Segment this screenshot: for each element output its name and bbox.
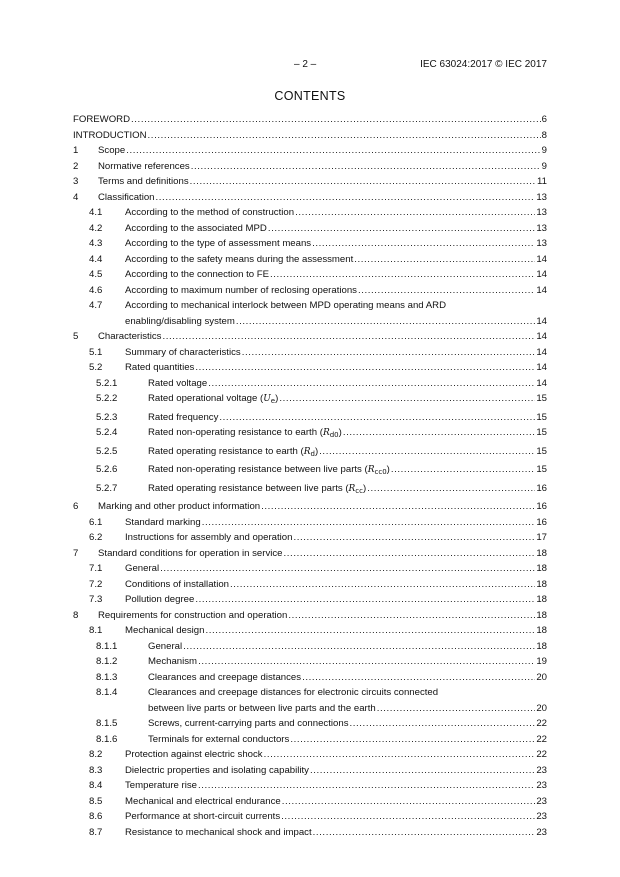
toc-entry-title bbox=[73, 112, 131, 128]
toc-entry-number: 7.3 bbox=[89, 594, 103, 605]
toc-entry-page: 15 bbox=[536, 464, 547, 475]
toc-entry-page: 9 bbox=[541, 145, 547, 156]
toc-entry-number: 5.2.1 bbox=[96, 377, 118, 389]
standard-reference: IEC 63024:2017 © IEC 2017 bbox=[420, 59, 547, 70]
toc-entry-title-line1: According to mechanical interlock between MPD operating means and ARD bbox=[125, 300, 447, 311]
toc-entry[interactable] bbox=[73, 444, 547, 463]
toc-entry-number: 6.2 bbox=[89, 532, 103, 543]
toc-entry-number: 8.4 bbox=[89, 780, 103, 791]
toc-entry-symbol-subscript: d0 bbox=[329, 431, 339, 439]
dot-leader bbox=[208, 376, 535, 392]
toc-entry[interactable] bbox=[73, 608, 547, 624]
toc-entry-title-text: Pollution degree bbox=[125, 594, 195, 605]
toc-entry-number: 8.1.3 bbox=[96, 671, 118, 683]
toc-entry[interactable] bbox=[73, 298, 547, 329]
toc-entry-number: 5.2.5 bbox=[96, 445, 118, 457]
toc-entry-title bbox=[125, 577, 230, 593]
toc-entry-number: 7.1 bbox=[89, 563, 103, 574]
toc-entry-title bbox=[125, 314, 236, 330]
dot-leader bbox=[191, 159, 541, 175]
toc-entry-page: 13 bbox=[536, 222, 547, 234]
page-header bbox=[0, 59, 620, 73]
toc-entry-title-text: Protection against electric shock bbox=[125, 749, 263, 760]
toc-entry-title bbox=[125, 778, 198, 794]
dot-leader bbox=[160, 561, 535, 577]
toc-entry-title bbox=[148, 444, 319, 463]
toc-entry[interactable] bbox=[73, 592, 547, 608]
toc-entry[interactable] bbox=[73, 236, 547, 252]
toc-entry-number: 4 bbox=[73, 191, 79, 203]
toc-entry[interactable] bbox=[73, 577, 547, 593]
toc-entry[interactable] bbox=[73, 732, 547, 748]
dot-leader bbox=[377, 701, 536, 717]
toc-entry-number: 4.2 bbox=[89, 222, 103, 234]
dot-leader bbox=[162, 329, 535, 345]
dot-leader bbox=[319, 444, 535, 460]
toc-entry-page: 23 bbox=[536, 795, 547, 807]
toc-entry-title-text: Mechanical and electrical endurance bbox=[125, 795, 281, 807]
toc-entry-page: 15 bbox=[536, 393, 547, 404]
dot-leader bbox=[288, 608, 535, 624]
toc-entry-title-text: Instructions for assembly and operation bbox=[125, 532, 293, 543]
toc-entry-title-text: Requirements for construction and operation bbox=[98, 609, 288, 621]
toc-entry[interactable] bbox=[73, 425, 547, 444]
dot-leader bbox=[343, 425, 536, 441]
toc-entry-title bbox=[125, 794, 282, 810]
toc-entry-title-text: Resistance to mechanical shock and impact bbox=[125, 826, 312, 838]
toc-entry[interactable] bbox=[73, 128, 547, 144]
toc-entry-title-text: Normative references bbox=[98, 160, 190, 172]
table-of-contents bbox=[73, 112, 547, 840]
toc-entry[interactable] bbox=[73, 825, 547, 841]
toc-entry-page: 15 bbox=[536, 445, 547, 457]
dot-leader bbox=[367, 481, 535, 497]
toc-entry-title-text: Scope bbox=[98, 145, 126, 156]
toc-entry-page: 8 bbox=[541, 129, 547, 141]
dot-leader bbox=[270, 267, 535, 283]
toc-entry[interactable] bbox=[73, 329, 547, 345]
toc-entry[interactable] bbox=[73, 221, 547, 237]
toc-entry-number: 8.1 bbox=[89, 625, 103, 636]
toc-entry-title bbox=[148, 481, 367, 500]
toc-entry-number: 6.1 bbox=[89, 516, 103, 528]
toc-entry-number: 8.1.2 bbox=[96, 656, 118, 667]
toc-entry-title-end: ) bbox=[338, 427, 342, 438]
toc-entry-page: 20 bbox=[536, 671, 547, 683]
toc-entry-title bbox=[148, 391, 279, 410]
toc-entry-number: 5 bbox=[73, 331, 79, 342]
toc-entry-number: 8.3 bbox=[89, 764, 103, 776]
toc-entry-symbol-subscript: cc bbox=[355, 486, 363, 495]
toc-entry-title-text: General bbox=[125, 563, 160, 574]
toc-entry-page: 17 bbox=[536, 532, 547, 543]
toc-entry[interactable] bbox=[73, 391, 547, 410]
toc-entry-page: 6 bbox=[541, 114, 547, 125]
dot-leader bbox=[350, 716, 536, 732]
toc-entry-number: 8.6 bbox=[89, 811, 103, 822]
toc-entry-page: 13 bbox=[536, 238, 547, 249]
toc-entry[interactable] bbox=[73, 747, 547, 763]
dot-leader bbox=[279, 391, 535, 407]
toc-entry-title bbox=[125, 530, 293, 546]
toc-entry-title-text: Rated non-operating resistance to earth ( bbox=[148, 427, 323, 438]
dot-leader bbox=[313, 825, 536, 841]
toc-entry-title bbox=[125, 809, 281, 825]
dot-leader bbox=[219, 410, 535, 426]
toc-entry-number: 2 bbox=[73, 160, 79, 172]
toc-entry-symbol-subscript: d bbox=[310, 449, 315, 458]
toc-entry-number: 5.2.4 bbox=[96, 427, 118, 438]
toc-entry-number: 4.4 bbox=[89, 253, 103, 265]
toc-entry-title-text: Rated frequency bbox=[148, 411, 219, 423]
toc-entry-title bbox=[125, 747, 264, 763]
toc-entry-title-text: FOREWORD bbox=[73, 114, 131, 125]
toc-entry-number: 7.2 bbox=[89, 578, 103, 590]
dot-leader bbox=[190, 174, 536, 190]
toc-entry-number: 4.6 bbox=[89, 284, 103, 296]
toc-entry-number: 7 bbox=[73, 547, 79, 559]
toc-entry-title bbox=[98, 159, 191, 175]
toc-entry-title bbox=[98, 329, 162, 345]
dot-leader bbox=[198, 654, 535, 670]
toc-entry-title bbox=[125, 267, 270, 283]
toc-entry-title-text: Mechanical design bbox=[125, 625, 205, 636]
dot-leader bbox=[242, 345, 536, 361]
dot-leader bbox=[202, 515, 536, 531]
toc-entry-title bbox=[148, 701, 377, 717]
toc-entry-page: 14 bbox=[536, 315, 547, 327]
toc-entry-page: 9 bbox=[541, 160, 547, 172]
toc-entry[interactable] bbox=[73, 763, 547, 779]
toc-entry-title bbox=[73, 128, 148, 144]
toc-entry-title bbox=[125, 561, 160, 577]
dot-leader bbox=[230, 577, 535, 593]
toc-entry[interactable] bbox=[73, 252, 547, 268]
toc-entry-title-line1: Clearances and creepage distances for electronic circuits connected bbox=[148, 687, 439, 698]
toc-entry[interactable] bbox=[73, 376, 547, 392]
toc-entry-number: 8.5 bbox=[89, 795, 103, 807]
dot-leader bbox=[156, 190, 536, 206]
toc-entry-symbol-subscript: e bbox=[270, 397, 276, 405]
toc-entry-title bbox=[98, 546, 284, 562]
toc-entry-page: 13 bbox=[536, 191, 547, 203]
dot-leader bbox=[312, 236, 535, 252]
toc-entry-page: 23 bbox=[536, 811, 547, 822]
toc-entry-number: 3 bbox=[73, 176, 79, 187]
toc-entry-title bbox=[125, 221, 268, 237]
toc-entry[interactable] bbox=[73, 159, 547, 175]
toc-entry-title bbox=[148, 716, 350, 732]
toc-entry-page: 18 bbox=[536, 625, 547, 636]
toc-entry-title-text: According to the safety means during the assessment bbox=[125, 253, 354, 265]
toc-entry-title-text: General bbox=[148, 640, 183, 652]
toc-entry-title-text: Standard conditions for operation in service bbox=[98, 547, 283, 559]
toc-entry[interactable] bbox=[73, 190, 547, 206]
toc-entry-page: 22 bbox=[536, 749, 547, 760]
toc-entry-title bbox=[98, 174, 190, 190]
toc-entry-title-text: enabling/disabling system bbox=[125, 315, 235, 327]
toc-entry-number: 5.2.3 bbox=[96, 411, 118, 423]
toc-entry-page: 14 bbox=[536, 346, 547, 358]
toc-entry-number: 5.2.6 bbox=[96, 464, 118, 475]
toc-entry-title-text: Summary of characteristics bbox=[125, 346, 241, 358]
toc-entry-page: 23 bbox=[536, 780, 547, 791]
toc-entry-title-text: Mechanism bbox=[148, 656, 198, 667]
dot-leader bbox=[391, 462, 535, 478]
toc-entry-symbol: R bbox=[367, 465, 375, 475]
toc-entry-title-text: INTRODUCTION bbox=[73, 129, 147, 141]
toc-entry-title-text: According to the type of assessment means bbox=[125, 238, 312, 249]
toc-entry-page: 18 bbox=[536, 640, 547, 652]
toc-entry-number: 8.1.1 bbox=[96, 640, 118, 652]
toc-entry[interactable] bbox=[73, 546, 547, 562]
toc-entry[interactable] bbox=[73, 794, 547, 810]
toc-entry-title bbox=[125, 252, 354, 268]
dot-leader bbox=[236, 314, 535, 330]
toc-entry[interactable] bbox=[73, 685, 547, 716]
toc-entry[interactable] bbox=[73, 515, 547, 531]
page-number: – 2 – bbox=[294, 59, 317, 70]
toc-entry-page: 14 bbox=[536, 269, 547, 280]
toc-entry-number: 4.5 bbox=[89, 269, 103, 280]
toc-entry-page: 14 bbox=[536, 253, 547, 265]
dot-leader bbox=[198, 778, 535, 794]
toc-entry-title bbox=[148, 654, 198, 670]
toc-entry-title-text: Standard marking bbox=[125, 516, 201, 528]
toc-entry[interactable] bbox=[73, 530, 547, 546]
toc-entry-page: 19 bbox=[536, 656, 547, 667]
page-title: CONTENTS bbox=[274, 89, 346, 103]
toc-entry-title bbox=[148, 410, 219, 426]
toc-entry-page: 14 bbox=[536, 284, 547, 296]
toc-entry-page: 18 bbox=[536, 609, 547, 621]
dot-leader bbox=[310, 763, 535, 779]
toc-entry-title-text: Classification bbox=[98, 191, 155, 203]
toc-entry-page: 13 bbox=[536, 207, 547, 218]
dot-leader bbox=[264, 747, 536, 763]
dot-leader bbox=[195, 592, 535, 608]
toc-entry[interactable] bbox=[73, 481, 547, 500]
toc-entry[interactable] bbox=[73, 410, 547, 426]
toc-entry-page: 23 bbox=[536, 826, 547, 838]
toc-entry-page: 18 bbox=[536, 578, 547, 590]
toc-entry-page: 16 bbox=[536, 501, 547, 512]
toc-entry-title bbox=[125, 205, 295, 221]
toc-entry-page: 11 bbox=[537, 176, 547, 187]
toc-entry-title-text: Rated non-operating resistance between live parts ( bbox=[148, 464, 368, 475]
toc-entry-title-end: ) bbox=[275, 393, 279, 404]
toc-entry-title bbox=[125, 825, 313, 841]
toc-entry-number: 4.1 bbox=[89, 207, 103, 218]
toc-entry-number: 8.1.4 bbox=[96, 687, 118, 698]
toc-entry-title-text: Rated quantities bbox=[125, 362, 195, 373]
toc-entry-title-text: Rated operating resistance to earth ( bbox=[148, 445, 304, 457]
toc-entry-number: 5.2 bbox=[89, 362, 103, 373]
dot-leader bbox=[354, 252, 535, 268]
toc-entry-title-text: According to the method of construction bbox=[125, 207, 295, 218]
toc-entry-title bbox=[125, 360, 195, 376]
toc-entry-number: 8.1.5 bbox=[96, 718, 118, 729]
dot-leader bbox=[261, 499, 535, 515]
toc-entry-number: 4.3 bbox=[89, 238, 103, 249]
dot-leader bbox=[268, 221, 535, 237]
toc-entry-symbol: R bbox=[303, 446, 311, 457]
toc-entry[interactable] bbox=[73, 174, 547, 190]
toc-entry-symbol-subscript: cc0 bbox=[374, 468, 387, 476]
toc-entry-page: 16 bbox=[536, 516, 547, 528]
toc-entry-title bbox=[148, 376, 208, 392]
toc-entry-title bbox=[125, 236, 312, 252]
toc-entry-title-end: ) bbox=[314, 445, 319, 457]
toc-entry-title-text: Rated operational voltage ( bbox=[148, 393, 264, 404]
toc-entry[interactable] bbox=[73, 716, 547, 732]
toc-entry-title-text: Terminals for external conductors bbox=[148, 733, 290, 745]
toc-entry-page: 14 bbox=[536, 331, 547, 342]
toc-entry[interactable] bbox=[73, 143, 547, 159]
dot-leader bbox=[358, 283, 535, 299]
toc-entry-page: 15 bbox=[536, 411, 547, 423]
toc-entry-number: 6 bbox=[73, 501, 79, 512]
toc-entry[interactable] bbox=[73, 778, 547, 794]
toc-entry-title-text: Rated operating resistance between live parts ( bbox=[148, 482, 349, 494]
toc-entry[interactable] bbox=[73, 809, 547, 825]
toc-entry-title-text: Conditions of installation bbox=[125, 578, 229, 590]
toc-entry-title bbox=[98, 499, 261, 515]
toc-entry-page: 20 bbox=[536, 702, 547, 714]
toc-entry-page: 18 bbox=[536, 563, 547, 574]
toc-entry-page: 22 bbox=[536, 718, 547, 729]
dot-leader bbox=[295, 205, 535, 221]
toc-entry-title-end: ) bbox=[386, 464, 390, 475]
dot-leader bbox=[195, 360, 535, 376]
toc-entry-number: 8.1.6 bbox=[96, 733, 118, 745]
toc-entry-title bbox=[125, 283, 358, 299]
toc-entry[interactable] bbox=[73, 670, 547, 686]
toc-entry-page: 15 bbox=[536, 427, 547, 438]
toc-entry-title-text: According to the connection to FE bbox=[125, 269, 269, 280]
toc-entry-page: 23 bbox=[536, 764, 547, 776]
toc-entry[interactable] bbox=[73, 499, 547, 515]
dot-leader bbox=[281, 809, 535, 825]
toc-entry-title bbox=[125, 592, 195, 608]
toc-entry-number: 4.7 bbox=[89, 300, 103, 311]
dot-leader bbox=[284, 546, 536, 562]
toc-entry-title bbox=[148, 732, 290, 748]
toc-entry-symbol: U bbox=[263, 394, 271, 404]
dot-leader bbox=[183, 639, 535, 655]
toc-entry[interactable] bbox=[73, 462, 547, 481]
toc-entry-title-text: According to the associated MPD bbox=[125, 222, 267, 234]
toc-entry[interactable] bbox=[73, 561, 547, 577]
toc-entry[interactable] bbox=[73, 623, 547, 639]
toc-entry-number: 8 bbox=[73, 609, 79, 621]
toc-entry-title-text: Rated voltage bbox=[148, 377, 208, 389]
toc-entry-title bbox=[125, 623, 205, 639]
toc-entry-title-text: Screws, current-carrying parts and connections bbox=[148, 718, 349, 729]
toc-entry-title-text: Temperature rise bbox=[125, 780, 197, 791]
toc-entry-title-text: Clearances and creepage distances bbox=[148, 671, 302, 683]
toc-entry-title-text: According to maximum number of reclosing operations bbox=[125, 284, 357, 296]
dot-leader bbox=[293, 530, 535, 546]
toc-entry[interactable] bbox=[73, 283, 547, 299]
toc-entry[interactable] bbox=[73, 205, 547, 221]
dot-leader bbox=[126, 143, 540, 159]
toc-entry-title-text: between live parts or between live parts and the earth bbox=[148, 702, 376, 714]
toc-entry-page: 14 bbox=[536, 362, 547, 373]
toc-entry-title-text: Performance at short-circuit currents bbox=[125, 811, 281, 822]
toc-entry-title bbox=[125, 763, 310, 779]
toc-entry-page: 16 bbox=[536, 482, 547, 494]
toc-entry-number: 1 bbox=[73, 145, 79, 156]
toc-entry[interactable] bbox=[73, 639, 547, 655]
toc-entry-symbol: R bbox=[322, 428, 330, 438]
dot-leader bbox=[205, 623, 535, 639]
toc-entry-page: 18 bbox=[536, 547, 547, 559]
toc-entry-title bbox=[148, 639, 183, 655]
toc-entry-page: 18 bbox=[536, 594, 547, 605]
toc-entry-title bbox=[148, 670, 302, 686]
toc-entry-number: 5.1 bbox=[89, 346, 103, 358]
dot-leader bbox=[290, 732, 535, 748]
toc-entry-title-end: ) bbox=[363, 482, 367, 494]
toc-entry-page: 14 bbox=[536, 377, 547, 389]
toc-entry-number: 5.2.2 bbox=[96, 393, 118, 404]
toc-entry-number: 5.2.7 bbox=[96, 482, 118, 494]
dot-leader bbox=[282, 794, 536, 810]
toc-entry-title bbox=[148, 425, 343, 444]
toc-entry-page: 22 bbox=[536, 733, 547, 745]
toc-entry-number: 8.2 bbox=[89, 749, 103, 760]
toc-entry[interactable] bbox=[73, 360, 547, 376]
toc-entry-symbol: R bbox=[348, 483, 356, 494]
toc-entry-title-text: Terms and definitions bbox=[98, 176, 189, 187]
toc-entry-title bbox=[98, 190, 156, 206]
toc-entry[interactable] bbox=[73, 112, 547, 128]
toc-entry-title bbox=[98, 143, 126, 159]
toc-entry-title bbox=[98, 608, 288, 624]
toc-entry[interactable] bbox=[73, 267, 547, 283]
toc-entry-title-text: Marking and other product information bbox=[98, 501, 261, 512]
dot-leader bbox=[148, 128, 541, 144]
dot-leader bbox=[131, 112, 541, 128]
toc-entry-title-text: Characteristics bbox=[98, 331, 162, 342]
toc-entry-title bbox=[148, 462, 391, 481]
toc-entry-title bbox=[125, 345, 242, 361]
toc-entry[interactable] bbox=[73, 345, 547, 361]
toc-entry-number: 8.7 bbox=[89, 826, 103, 838]
toc-entry-title-text: Dielectric properties and isolating capability bbox=[125, 764, 309, 776]
toc-entry[interactable] bbox=[73, 654, 547, 670]
toc-entry-title bbox=[125, 515, 202, 531]
dot-leader bbox=[302, 670, 535, 686]
